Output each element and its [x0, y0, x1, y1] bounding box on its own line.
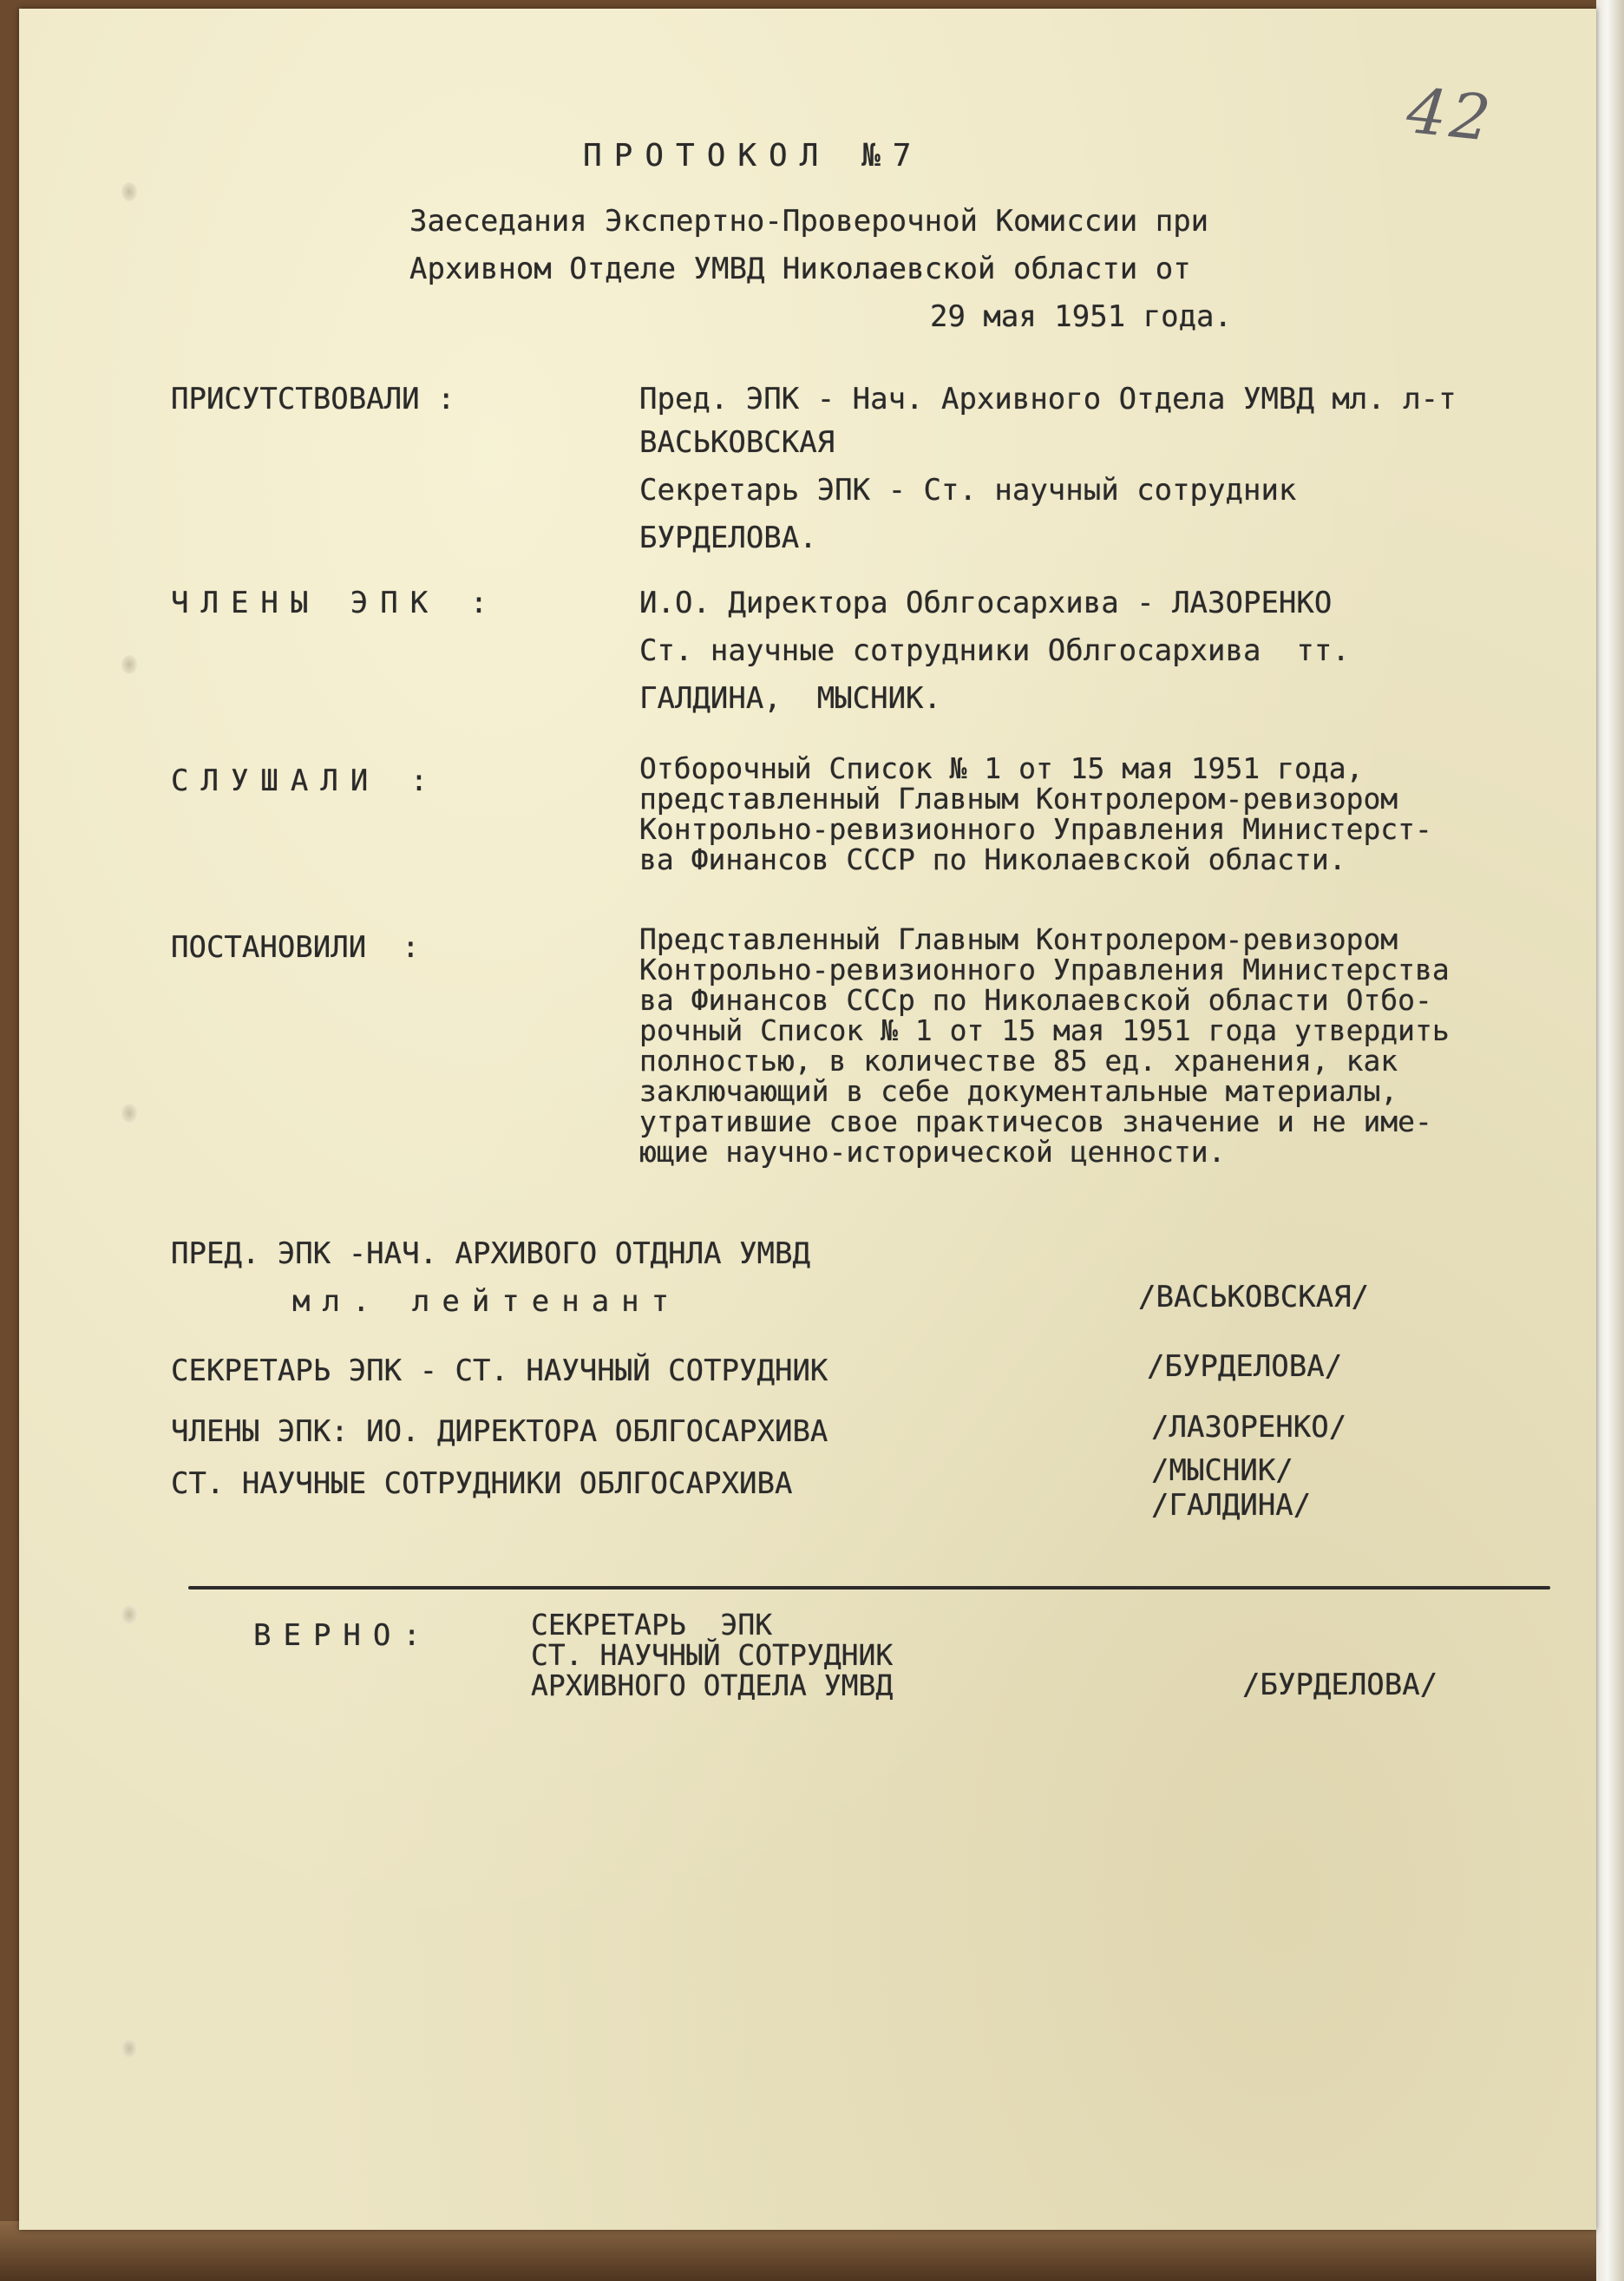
present-line: БУРДЕЛОВА. — [639, 521, 817, 555]
heard-line: представленный Главным Контролером-ревизором — [639, 782, 1398, 816]
divider-line — [188, 1586, 1550, 1589]
certified-text — [531, 1609, 893, 1701]
members-label: ЧЛЕНЫ ЭПК : — [171, 586, 501, 620]
resolved-line: полностью, в количестве 85 ед. хранения, как — [639, 1044, 1398, 1078]
resolved-line: ва Финансов СССр по Николаевской области Отбо- — [639, 983, 1432, 1017]
members-line: Ст. научные сотрудники Облгосархива тт. — [639, 633, 1350, 668]
punch-hole — [121, 182, 137, 201]
members-line: ГАЛДИНА, МЫСНИК. — [639, 681, 941, 716]
signature-name: /БУРДЕЛОВА/ — [1147, 1349, 1343, 1384]
punch-hole — [121, 1605, 137, 1624]
resolved-line: рочный Список № 1 от 15 мая 1951 года утвердить — [639, 1013, 1450, 1047]
punch-hole — [121, 655, 137, 674]
signature-position: СТ. НАУЧНЫЕ СОТРУДНИКИ ОБЛГОСАРХИВА — [171, 1466, 793, 1501]
signature-position: ПРЕД. ЭПК -НАЧ. АРХИВОГО ОТДНЛА УМВД — [171, 1236, 810, 1271]
members-line: И.О. Директора Облгосархива - ЛАЗОРЕНКО — [639, 586, 1333, 620]
subtitle-line-2: Архивном Отделе УМВД Николаевской области от — [409, 252, 1191, 286]
resolved-line: Представленный Главным Контролером-ревизором — [639, 922, 1398, 956]
signature-name: /ВАСЬКОВСКАЯ/ — [1138, 1280, 1370, 1314]
certified-name: /БУРДЕЛОВА/ — [1242, 1668, 1438, 1702]
handwritten-page-number: 42 — [1403, 74, 1497, 155]
document-sheet — [19, 9, 1596, 2230]
signature-name: /МЫСНИК/ — [1151, 1453, 1293, 1488]
resolved-line: ющие научно-исторической ценности. — [639, 1135, 1226, 1169]
present-line: Секретарь ЭПК - Ст. научный сотрудник — [639, 473, 1297, 508]
heard-line: Контрольно-ревизионного Управления Министерст- — [639, 812, 1432, 846]
present-label: ПРИСУТСТВОВАЛИ : — [171, 382, 455, 416]
resolved-text — [639, 924, 1450, 1167]
resolved-line: Контрольно-ревизионного Управления Министерства — [639, 953, 1450, 986]
punch-hole — [121, 1104, 137, 1123]
resolved-line: заключающий в себе документальные материалы, — [639, 1074, 1398, 1108]
heard-label: СЛУШАЛИ : — [171, 764, 441, 798]
heard-text — [639, 753, 1432, 875]
signature-position: мл. лейтенант — [292, 1284, 682, 1319]
underlying-pages — [0, 2221, 1624, 2281]
signature-position: ЧЛЕНЫ ЭПК: ИО. ДИРЕКТОРА ОБЛГОСАРХИВА — [171, 1414, 828, 1449]
resolved-line: утратившие свое практичесов значение и не име- — [639, 1104, 1432, 1138]
certified-line: СТ. НАУЧНЫЙ СОТРУДНИК — [531, 1638, 894, 1672]
document-title: ПРОТОКОЛ №7 — [583, 138, 924, 174]
subtitle-line-1: Заеседания Экспертно-Проверочной Комиссии при — [409, 204, 1209, 239]
present-line: Пред. ЭПК - Нач. Архивного Отдела УМВД мл. л-т — [639, 382, 1457, 416]
resolved-label: ПОСТАНОВИЛИ : — [171, 930, 420, 965]
signature-name: /ЛАЗОРЕНКО/ — [1151, 1410, 1347, 1445]
subtitle-date: 29 мая 1951 года. — [930, 299, 1232, 334]
signature-name: /ГАЛДИНА/ — [1151, 1488, 1312, 1523]
heard-line: Отборочный Список № 1 от 15 мая 1951 года, — [639, 751, 1364, 785]
signature-position: СЕКРЕТАРЬ ЭПК - СТ. НАУЧНЫЙ СОТРУДНИК — [171, 1354, 828, 1388]
heard-line: ва Финансов СССР по Николаевской области. — [639, 842, 1346, 876]
punch-hole — [121, 2039, 137, 2058]
certified-label: ВЕРНО: — [253, 1618, 433, 1653]
certified-line: СЕКРЕТАРЬ ЭПК — [531, 1608, 773, 1642]
page-stack-edge — [1596, 0, 1624, 2281]
certified-line: АРХИВНОГО ОТДЕЛА УМВД — [531, 1668, 894, 1702]
present-line: ВАСЬКОВСКАЯ — [639, 425, 835, 460]
